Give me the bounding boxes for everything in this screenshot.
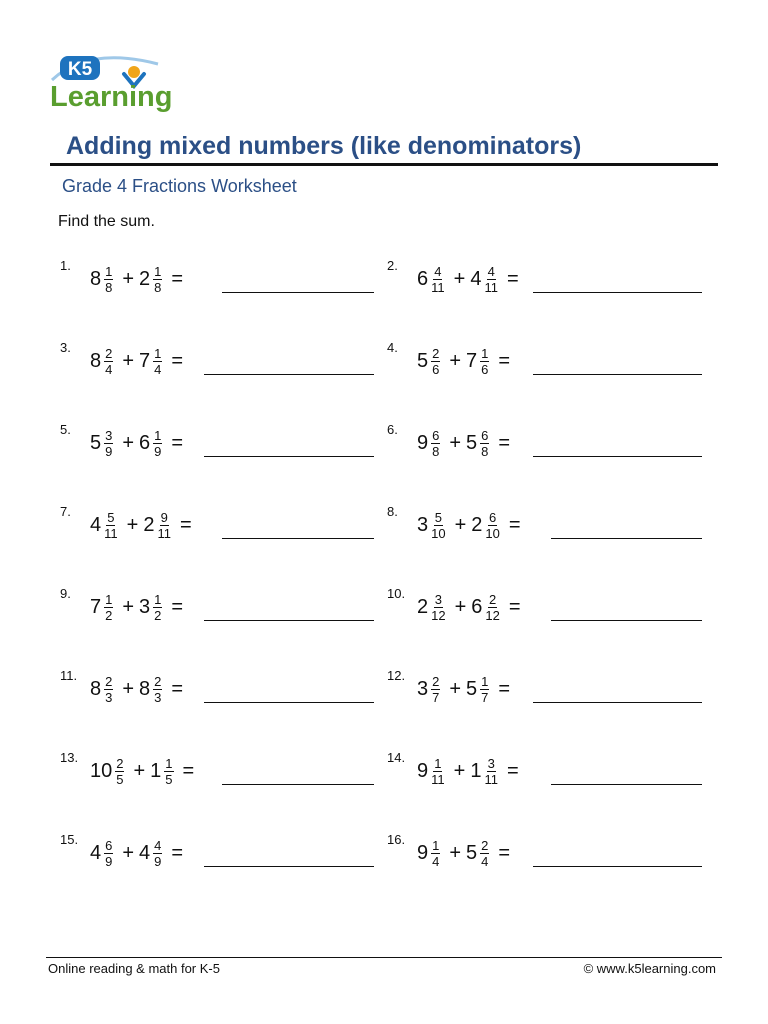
fraction (431, 510, 445, 541)
fraction (485, 592, 499, 623)
answer-line[interactable] (204, 374, 374, 375)
numerator: 1 (154, 264, 162, 279)
whole-number: 4 (470, 268, 482, 290)
whole-number: 9 (417, 842, 429, 864)
whole-number: 7 (90, 596, 102, 618)
denominator: 3 (105, 690, 113, 705)
answer-line[interactable] (533, 456, 702, 457)
whole-number: 2 (139, 268, 151, 290)
problem-item (387, 258, 702, 304)
problem-number: 12. (387, 668, 406, 683)
problem-expression (90, 428, 188, 459)
fraction (104, 510, 118, 541)
fraction (485, 510, 499, 541)
whole-number: 1 (470, 760, 482, 782)
numerator: 4 (154, 838, 162, 853)
equals-sign: = (506, 760, 519, 782)
denominator: 8 (154, 280, 162, 295)
fraction (104, 264, 113, 295)
fraction (153, 674, 162, 705)
equals-sign: = (182, 760, 195, 782)
whole-number: 4 (139, 842, 151, 864)
plus-sign: + (122, 678, 135, 700)
whole-number: 7 (466, 350, 478, 372)
whole-number: 9 (417, 432, 429, 454)
whole-number: 6 (471, 596, 483, 618)
denominator: 11 (157, 526, 171, 541)
whole-number: 7 (139, 350, 151, 372)
answer-line[interactable] (533, 702, 702, 703)
problem-item (60, 258, 374, 304)
problem-expression (417, 756, 524, 787)
problem-number: 3. (60, 340, 71, 355)
denominator: 2 (154, 608, 162, 623)
denominator: 12 (431, 608, 446, 623)
fraction (431, 838, 440, 869)
plus-sign: + (449, 678, 462, 700)
fraction (431, 346, 440, 377)
whole-number: 9 (417, 760, 429, 782)
denominator: 11 (431, 280, 445, 295)
problem-number: 15. (60, 832, 79, 847)
equals-sign: = (508, 514, 521, 536)
answer-line[interactable] (222, 292, 374, 293)
fraction (431, 674, 440, 705)
fraction (431, 264, 445, 295)
equals-sign: = (171, 350, 184, 372)
answer-line[interactable] (533, 374, 702, 375)
answer-line[interactable] (551, 538, 702, 539)
problem-number: 11. (60, 668, 78, 683)
problem-expression (417, 592, 526, 623)
page-subtitle: Grade 4 Fractions Worksheet (62, 176, 297, 196)
plus-sign: + (122, 268, 135, 290)
problem-item (387, 668, 702, 714)
numerator: 1 (165, 756, 173, 771)
denominator: 4 (432, 854, 440, 869)
problem-expression (417, 510, 526, 541)
fraction (157, 510, 171, 541)
problem-item (387, 586, 702, 632)
problem-expression (90, 592, 188, 623)
plus-sign: + (454, 514, 467, 536)
page-title: Adding mixed numbers (like denominators) (66, 132, 582, 160)
fraction (480, 428, 489, 459)
whole-number: 10 (90, 760, 113, 782)
answer-line[interactable] (533, 866, 702, 867)
problem-expression (90, 346, 188, 377)
problem-number: 5. (60, 422, 71, 437)
problem-number: 16. (387, 832, 406, 847)
answer-line[interactable] (222, 538, 374, 539)
denominator: 4 (105, 362, 113, 377)
plus-sign: + (122, 432, 135, 454)
fraction (484, 756, 498, 787)
answer-line[interactable] (533, 292, 702, 293)
whole-number: 5 (466, 432, 478, 454)
numerator: 2 (432, 674, 440, 689)
numerator: 1 (154, 592, 162, 607)
whole-number: 8 (90, 678, 102, 700)
problem-item (60, 832, 374, 878)
plus-sign: + (454, 596, 467, 618)
equals-sign: = (498, 678, 511, 700)
equals-sign: = (498, 350, 511, 372)
denominator: 5 (165, 772, 173, 787)
problem-number: 10. (387, 586, 406, 601)
fraction (104, 674, 113, 705)
whole-number: 6 (139, 432, 151, 454)
numerator: 1 (154, 346, 162, 361)
fraction (104, 592, 113, 623)
footer-copyright: © www.k5learning.com (583, 961, 716, 976)
answer-line[interactable] (204, 620, 374, 621)
whole-number: 2 (417, 596, 429, 618)
problem-expression (417, 264, 524, 295)
problem-item (387, 750, 702, 796)
answer-line[interactable] (551, 784, 702, 785)
problem-item (60, 340, 374, 386)
whole-number: 4 (90, 514, 102, 536)
whole-number: 8 (90, 268, 102, 290)
equals-sign: = (498, 432, 511, 454)
denominator: 8 (432, 444, 440, 459)
fraction (104, 428, 113, 459)
equals-sign: = (506, 268, 519, 290)
equals-sign: = (508, 596, 521, 618)
plus-sign: + (122, 842, 135, 864)
numerator: 3 (487, 756, 495, 771)
problem-item (387, 340, 702, 386)
fraction (431, 428, 440, 459)
denominator: 9 (154, 854, 162, 869)
numerator: 3 (105, 428, 113, 443)
whole-number: 8 (90, 350, 102, 372)
problem-expression (417, 838, 515, 869)
denominator: 10 (431, 526, 446, 541)
fraction (115, 756, 124, 787)
numerator: 1 (481, 346, 489, 361)
fraction (484, 264, 498, 295)
denominator: 11 (431, 772, 445, 787)
problem-number: 1. (60, 258, 71, 273)
equals-sign: = (179, 514, 192, 536)
whole-number: 5 (466, 678, 478, 700)
footer-tagline: Online reading & math for K-5 (48, 961, 220, 976)
title-divider (50, 163, 718, 166)
problem-number: 8. (387, 504, 398, 519)
numerator: 1 (481, 674, 489, 689)
numerator: 2 (116, 756, 124, 771)
answer-line[interactable] (551, 620, 702, 621)
fraction (104, 346, 113, 377)
plus-sign: + (449, 432, 462, 454)
denominator: 9 (105, 854, 113, 869)
problem-item (60, 750, 374, 796)
fraction (164, 756, 173, 787)
numerator: 1 (105, 592, 113, 607)
problem-number: 14. (387, 750, 406, 765)
logo-learning-text: Learning (50, 81, 173, 112)
numerator: 9 (160, 510, 168, 525)
numerator: 2 (105, 674, 113, 689)
equals-sign: = (171, 678, 184, 700)
numerator: 6 (481, 428, 489, 443)
denominator: 8 (481, 444, 489, 459)
denominator: 10 (485, 526, 500, 541)
problem-expression (90, 756, 199, 787)
problem-item (60, 668, 374, 714)
plus-sign: + (122, 350, 135, 372)
fraction (480, 838, 489, 869)
problem-number: 9. (60, 586, 71, 601)
equals-sign: = (171, 268, 184, 290)
denominator: 12 (485, 608, 500, 623)
numerator: 5 (107, 510, 115, 525)
whole-number: 5 (466, 842, 478, 864)
numerator: 6 (105, 838, 113, 853)
equals-sign: = (498, 842, 511, 864)
fraction (104, 838, 113, 869)
instructions: Find the sum. (58, 213, 155, 230)
fraction (153, 346, 162, 377)
problem-number: 6. (387, 422, 398, 437)
denominator: 4 (481, 854, 489, 869)
equals-sign: = (171, 596, 184, 618)
plus-sign: + (449, 842, 462, 864)
plus-sign: + (453, 268, 466, 290)
fraction (153, 428, 162, 459)
problem-number: 2. (387, 258, 398, 273)
whole-number: 3 (139, 596, 151, 618)
footer-divider (46, 957, 722, 958)
denominator: 6 (432, 362, 440, 377)
fraction (153, 264, 162, 295)
numerator: 2 (105, 346, 113, 361)
logo-k5-text: K5 (67, 59, 93, 80)
denominator: 8 (105, 280, 113, 295)
denominator: 11 (484, 772, 498, 787)
denominator: 6 (481, 362, 489, 377)
numerator: 1 (432, 838, 440, 853)
whole-number: 5 (417, 350, 429, 372)
answer-line[interactable] (204, 702, 374, 703)
problem-item (60, 422, 374, 468)
whole-number: 4 (90, 842, 102, 864)
numerator: 3 (434, 592, 442, 607)
numerator: 4 (434, 264, 442, 279)
problem-item (387, 422, 702, 468)
problem-expression (417, 346, 515, 377)
fraction (153, 592, 162, 623)
problem-expression (90, 264, 188, 295)
problem-item (387, 504, 702, 550)
numerator: 5 (434, 510, 442, 525)
numerator: 1 (154, 428, 162, 443)
denominator: 9 (105, 444, 113, 459)
denominator: 4 (154, 362, 162, 377)
numerator: 2 (432, 346, 440, 361)
denominator: 11 (484, 280, 498, 295)
answer-line[interactable] (204, 866, 374, 867)
whole-number: 5 (90, 432, 102, 454)
numerator: 6 (489, 510, 497, 525)
plus-sign: + (133, 760, 146, 782)
numerator: 2 (154, 674, 162, 689)
plus-sign: + (453, 760, 466, 782)
problem-number: 13. (60, 750, 79, 765)
fraction (480, 346, 489, 377)
equals-sign: = (171, 842, 184, 864)
numerator: 1 (105, 264, 113, 279)
denominator: 5 (116, 772, 124, 787)
k5-learning-logo (48, 50, 188, 112)
problem-expression (90, 674, 188, 705)
fraction (431, 592, 445, 623)
logo-figure-icon (128, 66, 140, 78)
whole-number: 6 (417, 268, 429, 290)
whole-number: 8 (139, 678, 151, 700)
answer-line[interactable] (204, 456, 374, 457)
plus-sign: + (126, 514, 139, 536)
whole-number: 3 (417, 514, 429, 536)
numerator: 4 (487, 264, 495, 279)
problem-item (387, 832, 702, 878)
numerator: 2 (481, 838, 489, 853)
problem-number: 4. (387, 340, 398, 355)
numerator: 6 (432, 428, 440, 443)
problem-expression (417, 428, 515, 459)
problem-item (60, 504, 374, 550)
denominator: 9 (154, 444, 162, 459)
fraction (480, 674, 489, 705)
problem-number: 7. (60, 504, 71, 519)
problem-expression (90, 838, 188, 869)
problem-item (60, 586, 374, 632)
numerator: 2 (489, 592, 497, 607)
fraction (153, 838, 162, 869)
denominator: 2 (105, 608, 113, 623)
plus-sign: + (449, 350, 462, 372)
answer-line[interactable] (222, 784, 374, 785)
fraction (431, 756, 445, 787)
problem-expression (90, 510, 197, 541)
whole-number: 2 (143, 514, 155, 536)
whole-number: 1 (150, 760, 162, 782)
equals-sign: = (171, 432, 184, 454)
denominator: 7 (481, 690, 489, 705)
plus-sign: + (122, 596, 135, 618)
problem-expression (417, 674, 515, 705)
whole-number: 2 (471, 514, 483, 536)
denominator: 3 (154, 690, 162, 705)
numerator: 1 (434, 756, 442, 771)
denominator: 7 (432, 690, 440, 705)
denominator: 11 (104, 526, 118, 541)
whole-number: 3 (417, 678, 429, 700)
